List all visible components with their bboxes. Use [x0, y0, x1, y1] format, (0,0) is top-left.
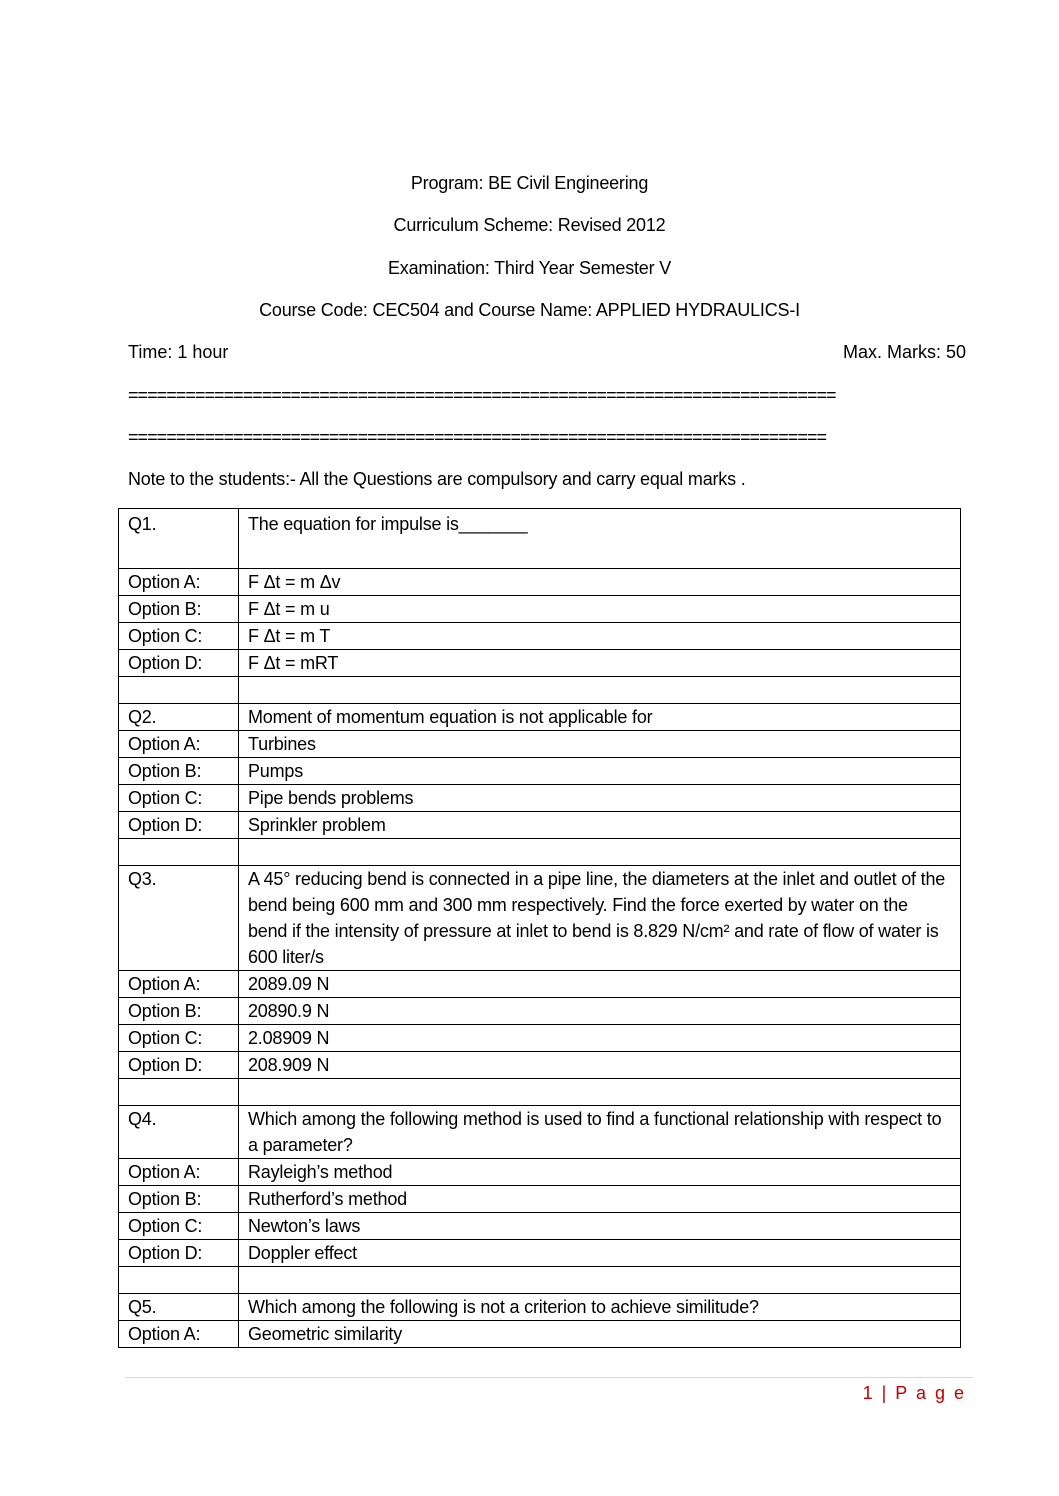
- question-row: [119, 866, 961, 971]
- option-text: Geometric similarity: [239, 1321, 961, 1348]
- option-label: Option B:: [119, 1186, 239, 1213]
- question-text: Moment of momentum equation is not applicable for: [239, 704, 961, 731]
- scheme-line: Curriculum Scheme: Revised 2012: [393, 215, 666, 235]
- option-text: 208.909 N: [239, 1052, 961, 1079]
- option-text: 2.08909 N: [239, 1025, 961, 1052]
- option-text: F Δt = m u: [239, 596, 961, 623]
- option-row: [119, 812, 961, 839]
- question-label: Q2.: [119, 704, 239, 731]
- option-text: Sprinkler problem: [239, 812, 961, 839]
- separator-line: ==========================================================================: [128, 385, 836, 405]
- spacer-row: [119, 1079, 961, 1106]
- option-label: Option D:: [119, 650, 239, 677]
- option-row: [119, 971, 961, 998]
- question-label: Q4.: [119, 1106, 239, 1159]
- question-text: Which among the following method is used to find a functional relationship with respect to a parameter?: [239, 1106, 961, 1159]
- footer-divider: [125, 1377, 973, 1378]
- course-line: Course Code: CEC504 and Course Name: APPLIED HYDRAULICS-I: [259, 300, 800, 320]
- spacer-row: [119, 677, 961, 704]
- option-label: Option D:: [119, 1052, 239, 1079]
- option-row: [119, 785, 961, 812]
- question-row: [119, 1106, 961, 1159]
- question-row: [119, 704, 961, 731]
- option-text: 2089.09 N: [239, 971, 961, 998]
- option-row: [119, 1025, 961, 1052]
- option-label: Option D:: [119, 812, 239, 839]
- question-text: A 45° reducing bend is connected in a pipe line, the diameters at the inlet and outlet of the bend being 600 mm and 300 mm respectively. Find the force exerted by water on the bend if the intensity of pressure at inlet to bend is 8.829 N/cm² and rate of flow of water is 600 liter/s: [239, 866, 961, 971]
- question-row: [119, 1294, 961, 1321]
- option-row: [119, 1240, 961, 1267]
- option-text: F Δt = mRT: [239, 650, 961, 677]
- option-text: Rutherford’s method: [239, 1186, 961, 1213]
- option-label: Option A:: [119, 1159, 239, 1186]
- option-label: Option D:: [119, 1240, 239, 1267]
- question-text: The equation for impulse is_______: [239, 509, 961, 569]
- option-text: Newton’s laws: [239, 1213, 961, 1240]
- option-label: Option B:: [119, 596, 239, 623]
- question-label: Q3.: [119, 866, 239, 971]
- program-line: Program: BE Civil Engineering: [410, 173, 649, 193]
- option-row: [119, 731, 961, 758]
- option-row: [119, 1052, 961, 1079]
- option-row: [119, 998, 961, 1025]
- option-row: [119, 650, 961, 677]
- examination-line: Examination: Third Year Semester V: [387, 258, 672, 278]
- option-row: [119, 1321, 961, 1348]
- spacer-row: [119, 1267, 961, 1294]
- option-label: Option C:: [119, 1025, 239, 1052]
- option-row: [119, 758, 961, 785]
- option-label: Option C:: [119, 1213, 239, 1240]
- question-text: Which among the following is not a criterion to achieve similitude?: [239, 1294, 961, 1321]
- option-label: Option C:: [119, 785, 239, 812]
- option-row: [119, 596, 961, 623]
- option-row: [119, 623, 961, 650]
- student-note: Note to the students:- All the Questions are compulsory and carry equal marks .: [128, 469, 746, 489]
- separator-line: =========================================================================: [128, 427, 827, 447]
- question-label: Q1.: [119, 509, 239, 569]
- page-number: 1 | P a g e: [862, 1383, 966, 1403]
- option-text: Pumps: [239, 758, 961, 785]
- option-label: Option B:: [119, 758, 239, 785]
- question-row: [119, 509, 961, 569]
- option-row: [119, 1213, 961, 1240]
- option-text: F Δt = m Δv: [239, 569, 961, 596]
- max-marks-label: Max. Marks: 50: [842, 342, 966, 362]
- option-label: Option A:: [119, 569, 239, 596]
- option-label: Option C:: [119, 623, 239, 650]
- option-text: F Δt = m T: [239, 623, 961, 650]
- questions-table: [118, 508, 961, 1348]
- option-label: Option B:: [119, 998, 239, 1025]
- option-row: [119, 1159, 961, 1186]
- option-text: Pipe bends problems: [239, 785, 961, 812]
- option-text: 20890.9 N: [239, 998, 961, 1025]
- option-row: [119, 569, 961, 596]
- option-text: Turbines: [239, 731, 961, 758]
- option-label: Option A:: [119, 1321, 239, 1348]
- time-label: Time: 1 hour: [128, 342, 229, 362]
- option-text: Doppler effect: [239, 1240, 961, 1267]
- option-text: Rayleigh’s method: [239, 1159, 961, 1186]
- spacer-row: [119, 839, 961, 866]
- option-label: Option A:: [119, 731, 239, 758]
- option-row: [119, 1186, 961, 1213]
- option-label: Option A:: [119, 971, 239, 998]
- question-label: Q5.: [119, 1294, 239, 1321]
